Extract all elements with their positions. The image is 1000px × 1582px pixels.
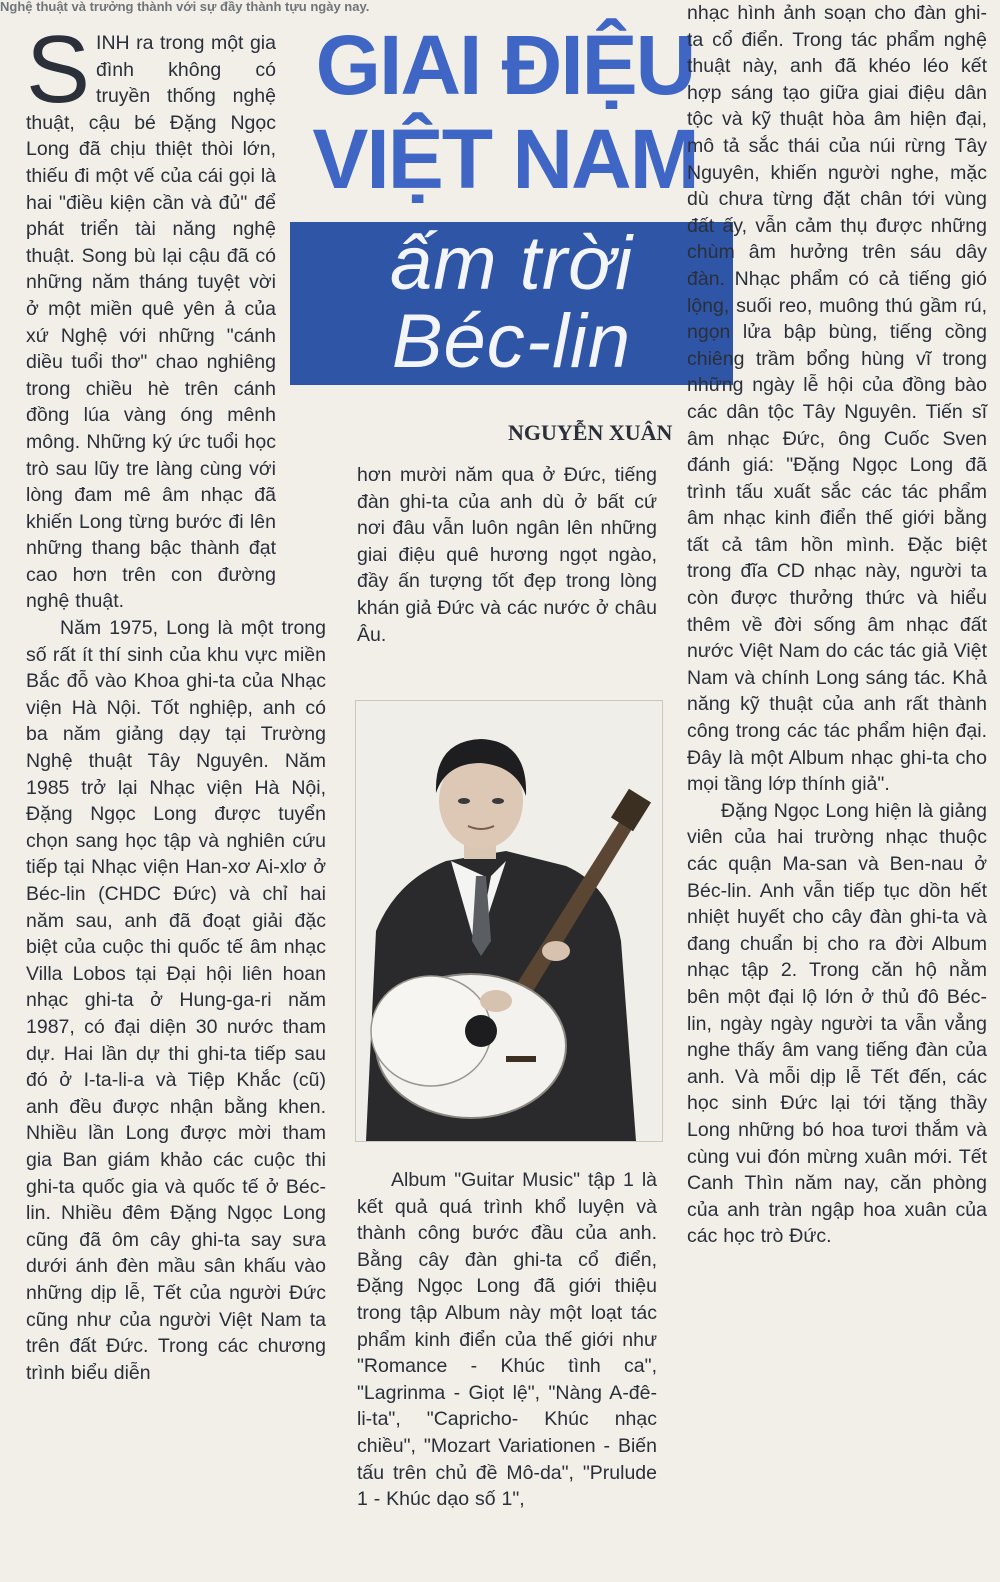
headline-line-2: VIỆT NAM bbox=[312, 112, 698, 206]
article-column-2-bottom bbox=[357, 1167, 657, 1513]
headline-line-1: GIAI ĐIỆU bbox=[315, 18, 695, 112]
paragraph-germany: hơn mười năm qua ở Đức, tiếng đàn ghi-ta của anh dù ở bất cứ nơi đâu vẫn luôn ngân lên những giai điệu quê hương ngọt ngào, đầy ấn tượng tốt đẹp trong lòng khán giả Đức và các nước ở châu Âu. bbox=[357, 464, 657, 646]
paragraph-album: Album "Guitar Music" tập 1 là kết quả quá trình khổ luyện và thành công bước đầu của anh. Bằng cây đàn ghi-ta cổ điển, Đặng Ngọc Long đã giới thiệu trong tập Album này một loạt tác phẩm kinh điển của thế giới như "Romance - Khúc tình ca", "Lagrinma - Giọt lệ", "Nàng A-đê-li-ta", "Capricho- Khúc nhạc chiều", "Mozart Variationen - Biến tấu trên chủ đề Mô-da", "Prulude 1 - Khúc dạo số 1", bbox=[357, 1169, 657, 1511]
paragraph-composition: nhạc hình ảnh soạn cho đàn ghi-ta cổ điển. Trong tác phẩm nghệ thuật này, anh đã khéo léo kết hợp sáng tạo giữa giai điệu dân tộc và kỹ thuật hòa âm hiện đại, mô tả sắc thái của núi rừng Tây Nguyên, khiến người nghe, mặc dù chưa từng đặt chân tới vùng đất ấy, vẫn cảm thụ được những chùm âm hưởng trên sáu dây đàn. Nhạc phẩm có cả tiếng gió lộng, suối reo, muông thú gầm rú, ngọn lửa bập bùng, tiếng cồng chiêng trầm bổng hùng vĩ trong những ngày lễ hội của đồng bào các dân tộc Tây Nguyên. Tiến sĩ âm nhạc Đức, ông Cuốc Sven đánh giá: "Đặng Ngọc Long đã trình tấu xuất sắc các tác phẩm âm nhạc kinh điển thế giới bằng tất cả tâm hồn mình. Đặc biệt trong đĩa CD nhạc này, người ta còn được thưởng thức và hiểu thêm về đời sống âm nhạc đất nước Việt Nam do các tác giả Việt Nam và chính Long sáng tác. Khả năng kỹ thuật của anh rất thành công trong các tác phẩm hiện đại. Đây là một Album nhạc ghi-ta cho mọi tầng lớp thính giả". bbox=[687, 2, 987, 796]
guitarist-illustration bbox=[356, 701, 662, 1141]
article-column-1 bbox=[26, 16, 326, 1386]
article-column-2-top bbox=[357, 462, 657, 648]
paragraph-intro bbox=[26, 16, 276, 615]
banner-line-1: ấm trời bbox=[390, 221, 633, 306]
guitarist-photo bbox=[355, 700, 663, 1142]
top-strip-text: Nghệ thuật và trưởng thành với sự đầy thành tựu ngày nay. bbox=[0, 0, 370, 14]
headline-banner bbox=[290, 222, 733, 385]
dropcap-letter: S bbox=[26, 16, 91, 123]
banner-line-2: Béc-lin bbox=[391, 299, 632, 384]
article-column-3 bbox=[687, 0, 987, 1250]
paragraph-career: Năm 1975, Long là một trong số rất ít thí sinh của khu vực miền Bắc đỗ vào Khoa ghi-ta của Nhạc viện Hà Nội. Tốt nghiệp, anh có ba năm giảng dạy tại Trường Nghệ thuật Tây Nguyên. Năm 1985 trở lại Nhạc viện Hà Nội, Đặng Ngọc Long được tuyển chọn sang học tập và nghiên cứu tiếp tại Nhạc viện Han-xơ Ai-xlơ ở Béc-lin (CHDC Đức) và chỉ hai năm sau, anh đã đoạt giải đặc biệt của cuộc thi quốc tế âm nhạc Villa Lobos tại Đại hội liên hoan nhạc ghi-ta ở Hung-ga-ri năm 1987, có đại diện 30 nước tham dự. Hai lần dự thi ghi-ta tiếp sau đó ở I-ta-li-a và Tiệp Khắc (cũ) anh đều được nhận bằng khen. Nhiều lần Long được mời tham gia Ban giám khảo các cuộc thi ghi-ta quốc gia và quốc tế ở Béc-lin. Nhiều đêm Đặng Ngọc Long cũng đã ôm cây ghi-ta say sưa dưới ánh đèn mầu sân khấu vào những dịp lễ, Tết của người Đức cũng như của người Việt Nam ta trên đất Đức. Trong các chương trình biểu diễn bbox=[26, 617, 326, 1384]
headline-main bbox=[290, 18, 720, 206]
author-byline: NGUYỄN XUÂN bbox=[508, 420, 673, 445]
paragraph-teaching: Đặng Ngọc Long hiện là giảng viên của hai trường nhạc thuộc các quận Ma-san và Ben-nau ở Béc-lin. Anh vẫn tiếp tục dồn hết nhiệt huyết cho cây đàn ghi-ta và đang chuẩn bị cho ra đời Album nhạc tập 2. Trong căn hộ nằm bên một đại lộ lớn ở thủ đô Béc-lin, ngày ngày người ta vẫn vẳng nghe thấy âm vang tiếng đàn của anh. Và mỗi dịp lễ Tết đến, các học sinh Đức lại tới tặng thầy Long những bó hoa tươi thắm và cùng vui đón mừng xuân mới. Tết Canh Thìn năm nay, căn phòng của anh tràn ngập hoa xuân của các học trò Đức. bbox=[687, 799, 987, 1248]
intro-text: INH ra trong một gia đình không có truyền thống nghệ thuật, cậu bé Đặng Ngọc Long đã chịu thiệt thòi lớn, thiếu đi một vế của cái gọi là hai "điều kiện cần và đủ" để phát triển tài năng nghệ thuật. Song bù lại cậu đã có những năm tháng tuyệt vời ở một miền quê yên ả của xứ Nghệ với những "cánh diều tuổi thơ" chao nghiêng trong chiều hè trên cánh đồng lúa vàng óng mênh mông. Những ký ức tuổi học trò sau lũy tre làng cùng với lòng đam mê âm nhạc đã khiến Long từng bước đi lên những thang bậc thành đạt cao hơn trên con đường nghệ thuật. bbox=[26, 32, 276, 613]
